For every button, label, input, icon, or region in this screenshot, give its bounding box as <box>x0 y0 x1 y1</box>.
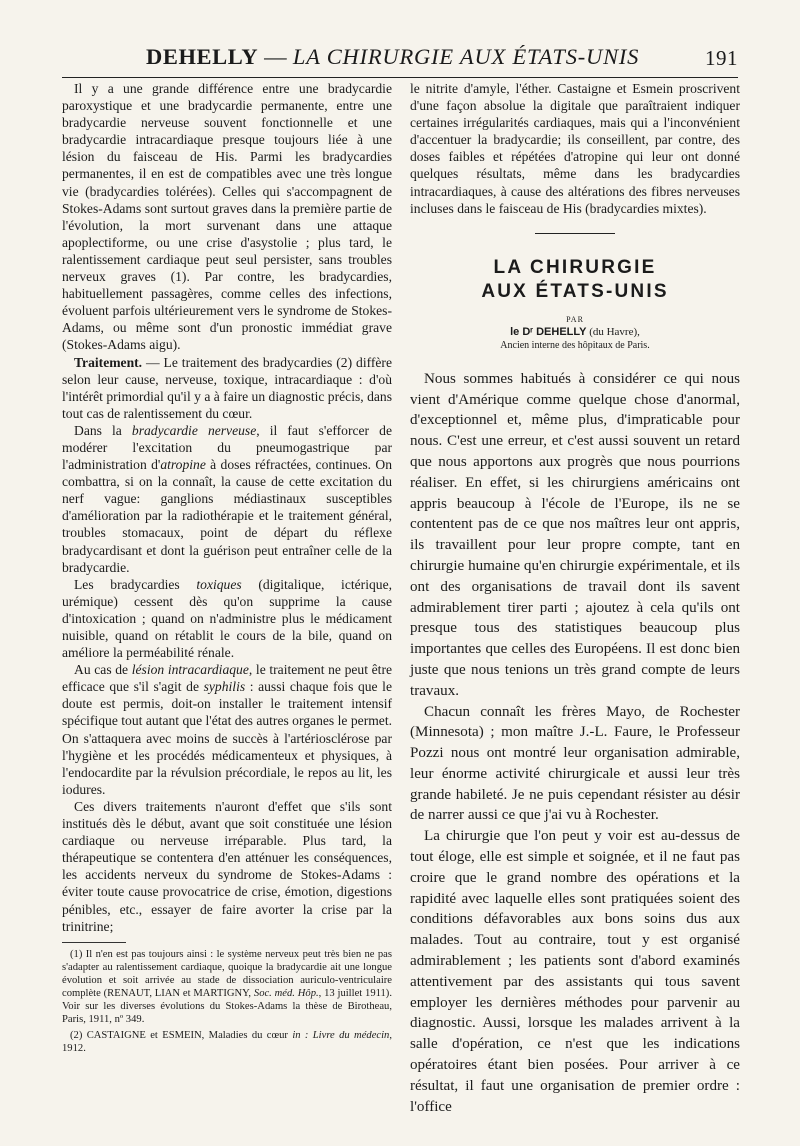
text-run: (digitalique, ictérique, urémique) cessent dès qu'on supprime la cause d'intoxication ; quand on n'administre plus le médicament nuisible, quand on rétablit le cours de la bile, quand on améliore la perméabilité rénale. <box>62 576 392 661</box>
traitement-text: — Le traitement des bradycardies (2) diffère selon leur cause, nerveuse, toxique, intracardiaque : d'où l'intérêt primordial qu'il y a à faire un diagnostic précis, dans tout cas de ralentissement du cœur. <box>62 354 392 421</box>
article-title-line-1: LA CHIRURGIE <box>493 256 657 278</box>
left-column <box>62 80 392 1058</box>
header-separator: — <box>264 44 287 69</box>
author-name: le Dʳ DEHELLY <box>510 325 587 338</box>
section-separator <box>535 233 615 234</box>
paragraph-bradycardie-types: Il y a une grande différence entre une bradycardie paroxystique et une bradycardie permanente, entre une bradycardie nerveuse souvent fonctionnelle et une bradycardie intracardiaque presque toujours liée à une lésion du faisceau de His. Parmi les bradycardies permanentes, il en est de compatibles avec une très longue vie (bradycardies tolérées). Celles qui s'accompagnent de Stokes-Adams sont surtout graves dans la première partie de l'évolution, la mort survenant dans une attaque apoplectiforme, ou une crise d'asystolie ; plus tard, le ralentissement cardiaque peut seul persister, sans troubles nerveux graves (1). Par contre, les bradycardies, habituellement passagères, comme celles des infections, évoluent parfois ultérieurement vers le syndrome de Stokes-Adams, ou même sont d'un pronostic immédiat grave (Stokes-Adams aigu). <box>62 81 392 353</box>
text-run: Les bradycardies <box>74 576 197 592</box>
emphasis-atropine: atropine <box>160 457 206 473</box>
text-run: , il faut s'efforcer de modérer l'excitation du pneumogastrique par l'administration d' <box>62 422 392 473</box>
header-title: LA CHIRURGIE AUX ÉTATS-UNIS <box>292 44 640 69</box>
running-header <box>62 44 738 78</box>
footnote-2 <box>62 1029 392 1055</box>
emphasis-lesion-intracardiaque: lésion intracardiaque <box>131 662 249 678</box>
footnote-rule <box>62 942 126 943</box>
text-run: (1) Il n'en est pas toujours ainsi : le système nerveux peut très bien ne pas s'adapter au ralentissement cardiaque, quoique la bradycardie ait une longue évolution et soit arrivée au stade de dissociation auriculo-ventriculaire complète (RENAUT, LIAN et MARTIGNY, <box>62 948 392 999</box>
article-author <box>410 326 740 338</box>
text-run: , 1912. <box>62 1030 392 1055</box>
emphasis-syphilis: syphilis <box>203 679 246 695</box>
right-column <box>410 80 740 1117</box>
article-paragraph-3: La chirurgie que l'on peut y voir est au-dessus de tout éloge, elle est simple et soignée, et il ne faut pas croire que le grand nombre des opérations et la rapidité avec laquelle elles sont pratiquées soient des conditions défavorables aux bons soins dus aux malades. Tout au contraire, tout y est organisé admirablement ; les patients sont d'abord examinés attentivement par des assistants qui tous savent employer les dernières méthodes pour parvenir au diagnostic. Aussi, lorsque les malades arrivent à la salle d'opération, ce n'est que les indications opératoires étant bien posées. Pour arriver à ce résultat, il faut une organisation de premier ordre : l'office <box>410 828 740 1115</box>
running-title <box>146 44 639 70</box>
author-affiliation: Ancien interne des hôpitaux de Paris. <box>500 339 650 351</box>
footnote-1 <box>62 948 392 1027</box>
footnote-citation: in : Livre du médecin <box>292 1030 390 1042</box>
footnote-citation: Soc. méd. Hôp. <box>253 987 319 999</box>
traitement-label: Traitement. <box>74 354 143 370</box>
page-number: 191 <box>705 46 738 70</box>
header-author: DEHELLY <box>146 44 259 69</box>
emphasis-bradycardie-nerveuse: bradycardie nerveuse <box>131 422 257 438</box>
emphasis-toxiques: toxiques <box>196 576 242 592</box>
text-run: , 13 juillet 1911). Voir sur les diverses évolutions du Stokes-Adams la thèse de Birotheau, Paris, 1911, nº 349. <box>62 987 392 1026</box>
text-run: à doses réfractées, continues. On combattra, si on la connaît, la cause de cette excitation du nerf vague: ganglions médiastinaux susceptibles d'amélioration par la radiothérapie et le traitement général, troubles stomacaux, point de départ du réflexe bradycardisant et dont la guérison peut entraîner celle de la bradycardie. <box>62 457 392 575</box>
paragraph-traitement <box>62 354 392 422</box>
paragraph-lesion-intracardiaque <box>62 661 392 798</box>
article-body <box>410 369 740 1118</box>
article-paragraph-1: Nous sommes habitués à considérer ce qui nous vient d'Amérique comme quelque chose d'anormal, d'exceptionnel et, même plus, d'impraticable pour nous. C'est une erreur, et c'est aussi souvent un retard que nous apportons aux progrès que nous pourrions réaliser. En effet, si les chirurgiens américains ont appris beaucoup à l'école de l'Europe, ils ne se contentent pas de ce que nos maîtres leur ont appris, ils travaillent pour leur propre compte, tant en chirurgie humaine qu'en chirurgie expérimentale, et ils ont des organisations de travail dont ils savent admirablement tirer parti ; ajoutez à cela qu'ils ont presque tous des statistiques beaucoup plus importantes que celles des Européens. Il est donc bien juste que nous tenions un très grand compte de leurs travaux. <box>410 370 740 699</box>
text-run: Dans la <box>74 422 132 438</box>
article-title-line-2: AUX ÉTATS-UNIS <box>481 280 669 302</box>
paragraph-continuation: le nitrite d'amyle, l'éther. Castaigne et Esmein proscrivent d'une façon absolue la digitale que paraîtraient indiquer certaines irrégularités cardiaques, mais qui a l'inconvénient d'accentuer la bradycardie; ils conseillent, par contre, des doses faibles et répétées d'atropine qui leur ont donné quelques résultats, même dans les bradycardies intracardiaques, à cause des altérations des fibres nerveuses incluses dans le faisceau de His (bradycardies mixtes). <box>410 81 740 216</box>
paragraph-bradycardie-nerveuse <box>62 422 392 576</box>
text-run: : aussi chaque fois que le doute est permis, doit-on installer le traitement intensif spécifique tout autant que l'état des autres organes le permet. On s'attaquera avec moins de succès à l'artériosclérose par l'hygiène et les procédés médicamenteux et physiques, à l'endocardite par la révulsion précordiale, le repos au lit, les iodures. <box>62 679 392 797</box>
header-rule <box>62 77 738 78</box>
author-location: (du Havre), <box>586 325 640 338</box>
text-run: Au cas de <box>74 662 132 678</box>
paragraph-divers-traitements: Ces divers traitements n'auront d'effet que s'ils sont institués dès le début, avant que soit constituée une lésion cardiaque ou nerveuse irréparable. Plus tard, la thérapeutique se contentera d'en atténuer les conséquences, les accidents nerveux du syndrome de Stokes-Adams : éviter toute cause provocatrice de crise, émotion, digestions pénibles, etc., essayer de faire avorter la crise par la trinitrine; <box>62 798 392 934</box>
text-run: , le traitement ne peut être efficace que s'il s'agit de <box>62 662 392 695</box>
byline-par: PAR <box>566 314 584 324</box>
article-paragraph-2: Chacun connaît les frères Mayo, de Rochester (Minnesota) ; mon maître J.-L. Faure, le Professeur Pozzi nous ont montré leur organisation admirable, leur énorme activité chirurgicale et aussi leur très grande habileté. Je ne puis cependant résister au désir de narrer aussi ce que j'ai vu à Rochester. <box>410 703 740 824</box>
text-run: (2) CASTAIGNE et ESMEIN, Maladies du cœur <box>70 1030 293 1042</box>
paragraph-bradycardies-toxiques <box>62 576 392 661</box>
